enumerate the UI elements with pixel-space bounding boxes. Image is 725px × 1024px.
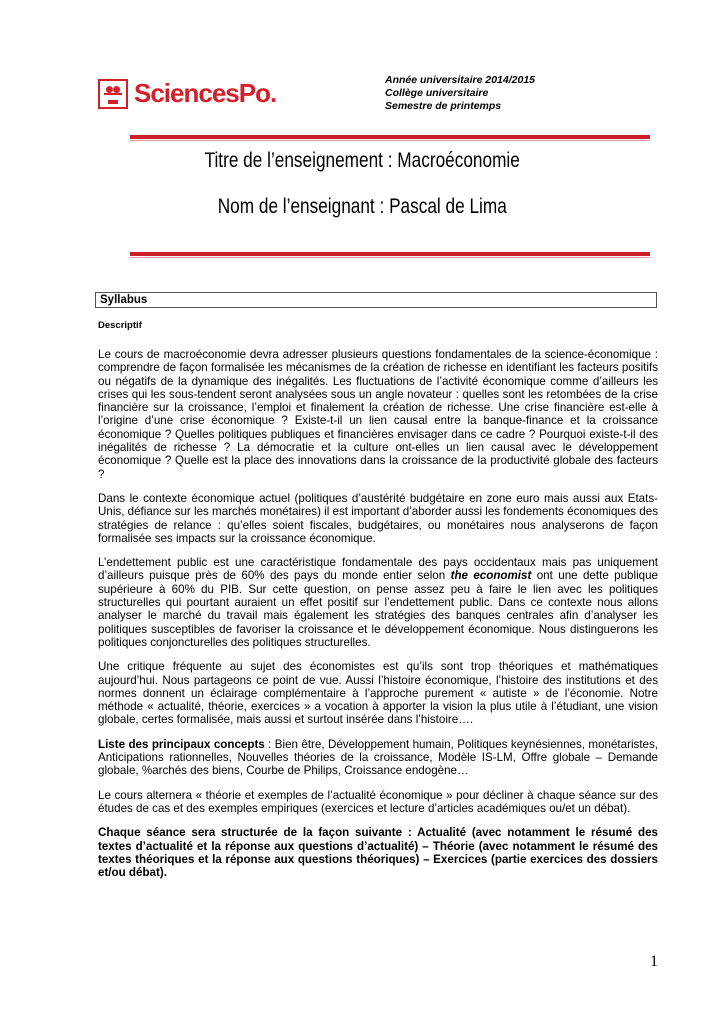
semester: Semestre de printemps [385,100,502,112]
paragraph: Une critique fréquente au sujet des économistes est qu’ils sont trop théoriques et mathématiques aujourd’hui. Nous partageons ce point de vue. Aussi l’histoire économique, l’histoire des institutions et des normes donnent un éclairage complémentaire à l’approche purement « autiste » de l’économie. Notre méthode « actualité, théorie, exercices » a vocation à apporter la vision la plus utile à l’étudiant, une vision globale, certes formalisée, mais aussi et surtout insérée dans l’histoire…. [98,660,658,727]
concepts-label: Liste des principaux concepts [98,737,265,751]
section-heading-syllabus: Syllabus [95,292,657,308]
document-body [98,348,658,890]
paragraph [98,556,658,649]
paragraph-text: ont une dette publique supérieure à 60% du PIB. Sur cette question, on pense assez peu à faire le lien avec les politiques structurelles qui pourtant auraient un effet positif sur l’endettement public. Dans ce contexte nous allons analyser le marché du travail mais également les stratégies des banques centrales afin d’analyser les politiques susceptibles de favoriser la croissance et le développement économique. Nous distinguerons les politiques conjoncturelles des politiques structurelles. [98,569,658,649]
emphasis: the economist [450,569,532,583]
crest-icon [98,79,128,109]
paragraph: Le cours de macroéconomie devra adresser plusieurs questions fondamentales de la science-économique : comprendre de façon formalisée les mécanismes de la création de richesse en identifiant les facteurs positifs ou négatifs de la dynamique des inégalités. Les fluctuations de l’activité économique comme d’ailleurs les crises qui les sous-tendent seront analysées sous un angle novateur : quelles sont les retombées de la crise financière sur la croissance, l’emploi et finalement la création de richesse. Une crise financière est-elle à l’origine d’une crise économique ? Existe-t-il un lien causal entre la banque-finance et la croissance économique ? Quelles politiques publiques et financières envisager dans ce cadre ? Pourquoi existe-t-il des inégalités de richesse ? La démocratie et la culture ont-elles un lien causal avec le développement économique ? Quelle est la place des innovations dans la croissance de la productivité globale des facteurs ? [98,348,658,481]
paragraph-text: L’endettement public est une caractéristique fondamentale des pays occidentaux mais pas uniquement d’ailleurs puisque près de 60% des pays du monde entier selon [98,556,658,583]
page-number: 1 [650,953,658,970]
college: Collège universitaire [385,87,489,99]
paragraph [98,738,658,778]
top-divider [130,135,650,139]
document-meta [385,74,535,113]
course-title: Titre de l’enseignement : Macroéconomie [204,149,521,172]
bottom-divider [130,252,650,256]
paragraph: Dans le contexte économique actuel (politiques d’austérité budgétaire en zone euro mais aussi aux Etats-Unis, défiance sur les marchés monétaires) il est important d’aborder aussi les fondements économiques des stratégies de relance : qu’elles soient fiscales, budgétaires, ou monétaires nous analyserons de façon formalisée ses impacts sur la croissance économique. [98,491,658,545]
sciencespo-logo [98,78,276,109]
subheading-descriptif: Descriptif [98,320,142,331]
paragraph: Chaque séance sera structurée de la façon suivante : Actualité (avec notamment le résumé des textes d’actualité et la réponse aux questions d’actualité) – Théorie (avec notamment le résumé des textes théoriques et la réponse aux questions théoriques) – Exercices (partie exercices des dossiers et/ou débat). [98,826,658,880]
teacher-name: Nom de l’enseignant : Pascal de Lima [217,195,508,218]
logo-text: SciencesPo. [134,78,277,108]
paragraph: Le cours alternera « théorie et exemples de l’actualité économique » pour décliner à chaque séance sur des études de cas et des exemples empiriques (exercices et lecture d’articles académiques ou/et un débat). [98,788,658,815]
academic-year: Année universitaire 2014/2015 [385,74,536,86]
concepts-list: : Bien être, Développement humain, Politiques keynésiennes, monétaristes, Anticipations rationnelles, Nouvelles théories de la croissance, Modèle IS-LM, Offre globale – Demande globale, %archés des biens, Courbe de Philips, Croissance endogène… [98,737,659,778]
